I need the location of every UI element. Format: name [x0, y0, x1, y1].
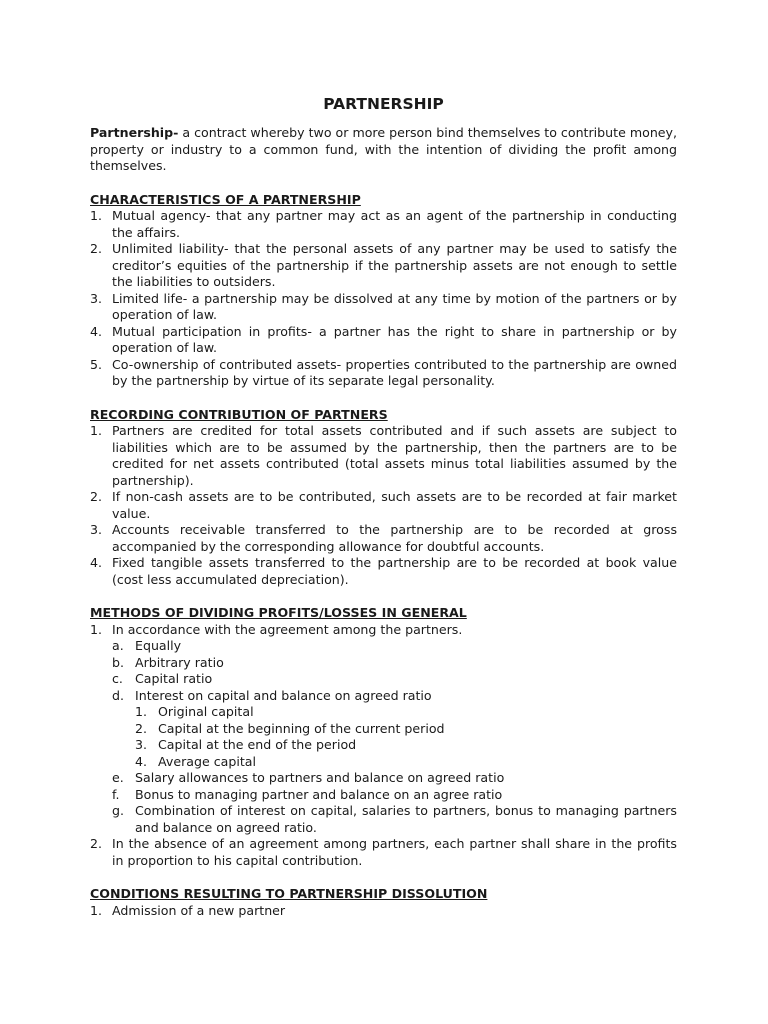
list-item-text: Original capital	[158, 704, 254, 719]
list-item	[90, 423, 677, 489]
list-marker: 5.	[90, 356, 103, 372]
methods-list	[90, 622, 677, 870]
list-item-text: Equally	[135, 638, 182, 653]
dissolution-list	[90, 903, 677, 920]
list-item-text: Partners are credited for total assets contributed and if such assets are subject to liabilities which are to be assumed by the partnership, then the partners are to be credited for net assets contributed (total assets minus total liabilities assumed by the partnership).	[112, 423, 677, 488]
recording-list	[90, 423, 677, 588]
intro-term: Partnership-	[90, 125, 179, 140]
sublist-item	[112, 671, 677, 688]
intro-paragraph	[90, 125, 677, 175]
list-item-text: Arbitrary ratio	[135, 654, 224, 670]
list-marker: 1.	[90, 902, 103, 918]
list-marker: 2.	[90, 489, 103, 504]
list-marker: 2.	[135, 720, 148, 736]
list-marker: 3.	[135, 737, 148, 752]
sublist-item	[135, 704, 677, 721]
list-item	[90, 291, 677, 324]
capital-basis-list	[135, 704, 677, 770]
sublist-item	[112, 638, 677, 655]
list-item-text: Accounts receivable transferred to the partnership are to be recorded at gross accompanied by the corresponding allowance for doubtful accounts.	[112, 522, 677, 554]
sublist-item	[135, 721, 677, 738]
methods-sublist	[112, 638, 677, 836]
list-item	[90, 324, 677, 357]
sublist-item	[112, 655, 677, 672]
list-item	[90, 836, 677, 869]
list-marker: 3.	[90, 290, 103, 306]
list-item-text: In the absence of an agreement among partners, each partner shall share in the profits in proportion to his capital contribution.	[112, 836, 677, 868]
list-item-text: Mutual participation in profits- a partner has the right to share in partnership or by operation of law.	[112, 323, 677, 355]
list-marker: c.	[112, 671, 123, 686]
list-marker: 4.	[135, 753, 148, 769]
list-item-text: Capital ratio	[135, 671, 213, 686]
list-item-text: Average capital	[158, 753, 257, 769]
document-page	[90, 94, 677, 919]
sublist-item	[112, 787, 677, 804]
list-item-text: If non-cash assets are to be contributed, such assets are to be recorded at fair market value.	[112, 489, 677, 521]
list-item	[90, 522, 677, 555]
list-item-text: Limited life- a partnership may be dissolved at any time by motion of the partners or by operation of law.	[112, 290, 677, 322]
list-marker: 1.	[90, 621, 103, 637]
list-marker: 2.	[90, 241, 103, 256]
list-marker: 1.	[90, 423, 103, 438]
list-item-text: Admission of a new partner	[112, 902, 286, 918]
section-heading-dissolution: CONDITIONS RESULTING TO PARTNERSHIP DISSOLUTION	[90, 886, 488, 901]
list-item	[90, 489, 677, 522]
page-title: PARTNERSHIP	[323, 95, 444, 113]
list-marker: 4.	[90, 323, 103, 339]
list-marker: d.	[112, 687, 124, 703]
list-item-text: Bonus to managing partner and balance on an agree ratio	[135, 786, 503, 802]
list-item-text: Capital at the beginning of the current period	[158, 720, 445, 736]
sublist-item	[112, 803, 677, 836]
intro-definition: a contract whereby two or more person bind themselves to contribute money, property or industry to a common fund, with the intention of dividing the profit among themselves.	[90, 125, 677, 173]
list-marker: 2.	[90, 836, 103, 851]
list-item-text: Co-ownership of contributed assets- properties contributed to the partnership are owned by the partnership by virtue of its separate legal personality.	[112, 356, 677, 388]
list-item-text: Interest on capital and balance on agreed ratio	[135, 687, 432, 703]
list-marker: b.	[112, 654, 124, 670]
section-heading-characteristics: CHARACTERISTICS OF A PARTNERSHIP	[90, 191, 361, 207]
sublist-item	[112, 688, 677, 771]
list-item-text: Mutual agency- that any partner may act as an agent of the partnership in conducting the affairs.	[112, 208, 677, 240]
section-heading-recording: RECORDING CONTRIBUTION OF PARTNERS	[90, 406, 388, 422]
list-item-text: In accordance with the agreement among the partners.	[112, 621, 463, 637]
characteristics-list	[90, 208, 677, 390]
list-marker: g.	[112, 803, 124, 818]
list-marker: 3.	[90, 522, 103, 537]
list-item-text: Fixed tangible assets transferred to the partnership are to be recorded at book value (cost less accumulated depreciation).	[112, 555, 677, 587]
list-item	[90, 241, 677, 291]
list-marker: e.	[112, 770, 124, 785]
sublist-item	[135, 737, 677, 754]
list-item-text: Combination of interest on capital, salaries to partners, bonus to managing partners and balance on agreed ratio.	[135, 803, 677, 835]
list-item	[90, 555, 677, 588]
list-item-text: Capital at the end of the period	[158, 737, 357, 752]
list-item	[90, 357, 677, 390]
list-marker: 4.	[90, 555, 103, 570]
sublist-item	[135, 754, 677, 771]
list-marker: f.	[112, 786, 120, 802]
list-item-text: Unlimited liability- that the personal assets of any partner may be used to satisfy the creditor’s equities of the partnership if the partnership assets are not enough to settle the liabilities to outsiders.	[112, 241, 677, 289]
list-item	[90, 903, 677, 920]
list-marker: a.	[112, 638, 124, 653]
sublist-item	[112, 770, 677, 787]
list-item-text: Salary allowances to partners and balance on agreed ratio	[135, 770, 505, 785]
list-marker: 1.	[135, 704, 148, 719]
list-item	[90, 208, 677, 241]
list-marker: 1.	[90, 208, 103, 223]
section-heading-methods: METHODS OF DIVIDING PROFITS/LOSSES IN GENERAL	[90, 605, 467, 620]
list-item	[90, 622, 677, 837]
